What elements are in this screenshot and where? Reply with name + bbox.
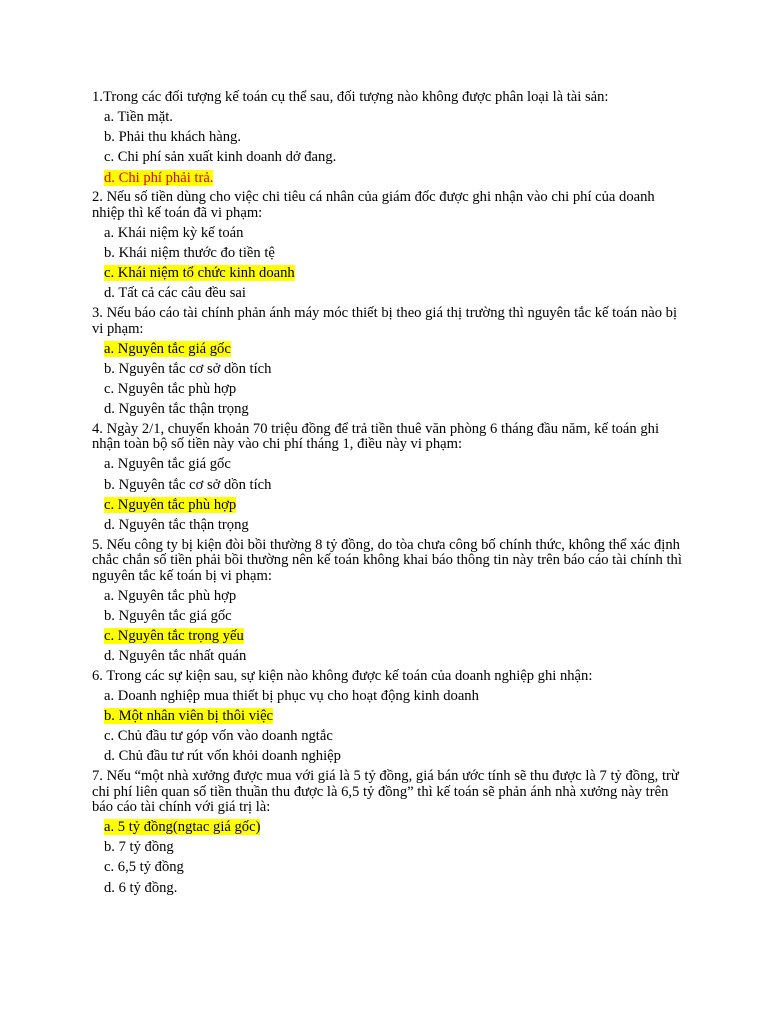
- answer-option-1-a: [92, 108, 682, 128]
- answer-text: c. 6,5 tỷ đồng: [104, 859, 184, 876]
- answer-text: c. Chủ đầu tư góp vốn vào doanh ngtắc: [104, 728, 333, 745]
- answer-text: b. 7 tỷ đồng: [104, 839, 174, 856]
- answer-text: a. Tiền mặt.: [104, 109, 173, 126]
- answer-text: a. Khái niệm kỳ kế toán: [104, 224, 244, 241]
- question-text-3: 3. Nếu báo cáo tài chính phản ánh máy móc thiết bị theo giá thị trường thì nguyên tắc kế toán nào bị vi phạm:: [92, 305, 678, 337]
- answer-option-3-a: [92, 339, 682, 359]
- answer-text: d. Nguyên tắc thận trọng: [104, 401, 249, 418]
- question-block-4: [92, 420, 682, 536]
- answer-option-2-a: [92, 223, 682, 243]
- answer-text: d. Nguyên tắc nhất quán: [104, 648, 247, 665]
- answer-text: b. Nguyên tắc cơ sở dồn tích: [104, 360, 272, 377]
- question-block-2: [92, 188, 682, 304]
- question-block-6: [92, 667, 682, 767]
- highlighted-answer: a. 5 tỷ đồng(ngtac giá gốc): [104, 819, 261, 836]
- question-text-1: 1.Trong các đối tượng kế toán cụ thể sau, đối tượng nào không được phân loại là tài sản:: [92, 89, 609, 105]
- question-text-5: 5. Nếu công ty bị kiện đòi bồi thường 8 tỷ đồng, do tòa chưa công bố chính thức, không thể xác định chắc chắn số tiền phải bồi thường nên kế toán không khai báo thông tin này trên báo cáo tài chính thì nguyên tắc kế toán bị vi phạm:: [92, 536, 682, 584]
- question-text-4: 4. Ngày 2/1, chuyển khoản 70 triệu đồng để trả tiền thuê văn phòng 6 tháng đầu năm, kế toán ghi nhận toàn bộ số tiền này vào chi phí tháng 1, điều này vi phạm:: [92, 420, 659, 453]
- answer-option-1-c: [92, 148, 682, 168]
- highlighted-answer: a. Nguyên tắc giá gốc: [104, 340, 231, 357]
- question-text-2: 2. Nếu số tiền dùng cho việc chi tiêu cá nhân của giám đốc được ghi nhận vào chi phí của doanh nhiệp thì kế toán đã vi phạm:: [92, 189, 655, 221]
- question-block-7: [92, 767, 682, 898]
- answer-option-3-c: [92, 379, 682, 399]
- highlighted-answer: c. Khái niệm tổ chức kinh doanh: [104, 265, 295, 282]
- answer-text: a. Nguyên tắc phù hợp: [104, 587, 237, 604]
- question-block-3: [92, 304, 682, 420]
- answer-text: c. Nguyên tắc phù hợp: [104, 380, 237, 397]
- answer-text: a. Doanh nghiệp mua thiết bị phục vụ cho hoạt động kinh doanh: [104, 687, 479, 704]
- question-text-6: 6. Trong các sự kiện sau, sự kiện nào không được kế toán của doanh nghiệp ghi nhận:: [92, 667, 593, 684]
- answer-option-7-b: [92, 838, 682, 858]
- answer-option-2-c: [92, 264, 682, 284]
- answer-option-1-b: [92, 128, 682, 148]
- answer-option-5-d: [92, 647, 682, 667]
- highlighted-answer: d. Chi phí phải trả.: [104, 169, 214, 186]
- answer-option-2-d: [92, 284, 682, 304]
- quiz-content: [92, 88, 682, 898]
- answer-option-2-b: [92, 243, 682, 263]
- question-block-1: [92, 88, 682, 188]
- answer-text: b. Nguyên tắc cơ sở dồn tích: [104, 476, 272, 493]
- answer-option-1-d: [92, 168, 682, 188]
- answer-option-7-d: [92, 878, 682, 898]
- highlighted-answer: b. Một nhân viên bị thôi việc: [104, 708, 274, 725]
- answer-option-5-c: [92, 626, 682, 646]
- answer-option-4-a: [92, 455, 682, 475]
- answer-option-4-c: [92, 495, 682, 515]
- answer-option-6-d: [92, 747, 682, 767]
- answer-text: c. Chi phí sản xuất kinh doanh dở đang.: [104, 149, 337, 166]
- answer-option-5-a: [92, 586, 682, 606]
- answer-text: d. Tất cả các câu đều sai: [104, 285, 246, 302]
- answer-option-3-d: [92, 400, 682, 420]
- answer-option-6-b: [92, 706, 682, 726]
- answer-text: b. Phải thu khách hàng.: [104, 129, 241, 146]
- question-block-5: [92, 536, 682, 667]
- highlighted-answer: c. Nguyên tắc trọng yếu: [104, 627, 244, 644]
- answer-text: b. Khái niệm thước đo tiền tệ: [104, 245, 275, 262]
- answer-text: d. Chủ đầu tư rút vốn khỏi doanh nghiệp: [104, 748, 341, 765]
- answer-text: b. Nguyên tắc giá gốc: [104, 607, 232, 624]
- answer-text: a. Nguyên tắc giá gốc: [104, 456, 231, 473]
- answer-option-5-b: [92, 606, 682, 626]
- answer-option-3-b: [92, 359, 682, 379]
- highlighted-answer: c. Nguyên tắc phù hợp: [104, 496, 237, 513]
- answer-option-7-a: [92, 818, 682, 838]
- answer-option-6-c: [92, 727, 682, 747]
- answer-text: d. 6 tỷ đồng.: [104, 879, 178, 896]
- answer-text: d. Nguyên tắc thận trọng: [104, 516, 249, 533]
- answer-option-7-c: [92, 858, 682, 878]
- question-text-7: 7. Nếu “một nhà xưởng được mua với giá là 5 tỷ đồng, giá bán ước tính sẽ thu được là 7 tỷ đồng, trừ chi phí liên quan số tiền thuần thu được là 6,5 tỷ đồng” thì kế toán sẽ phản ánh nhà xưởng này trên báo cáo tài chính với giá trị là:: [92, 768, 679, 815]
- answer-option-4-b: [92, 475, 682, 495]
- answer-option-4-d: [92, 515, 682, 535]
- answer-option-6-a: [92, 686, 682, 706]
